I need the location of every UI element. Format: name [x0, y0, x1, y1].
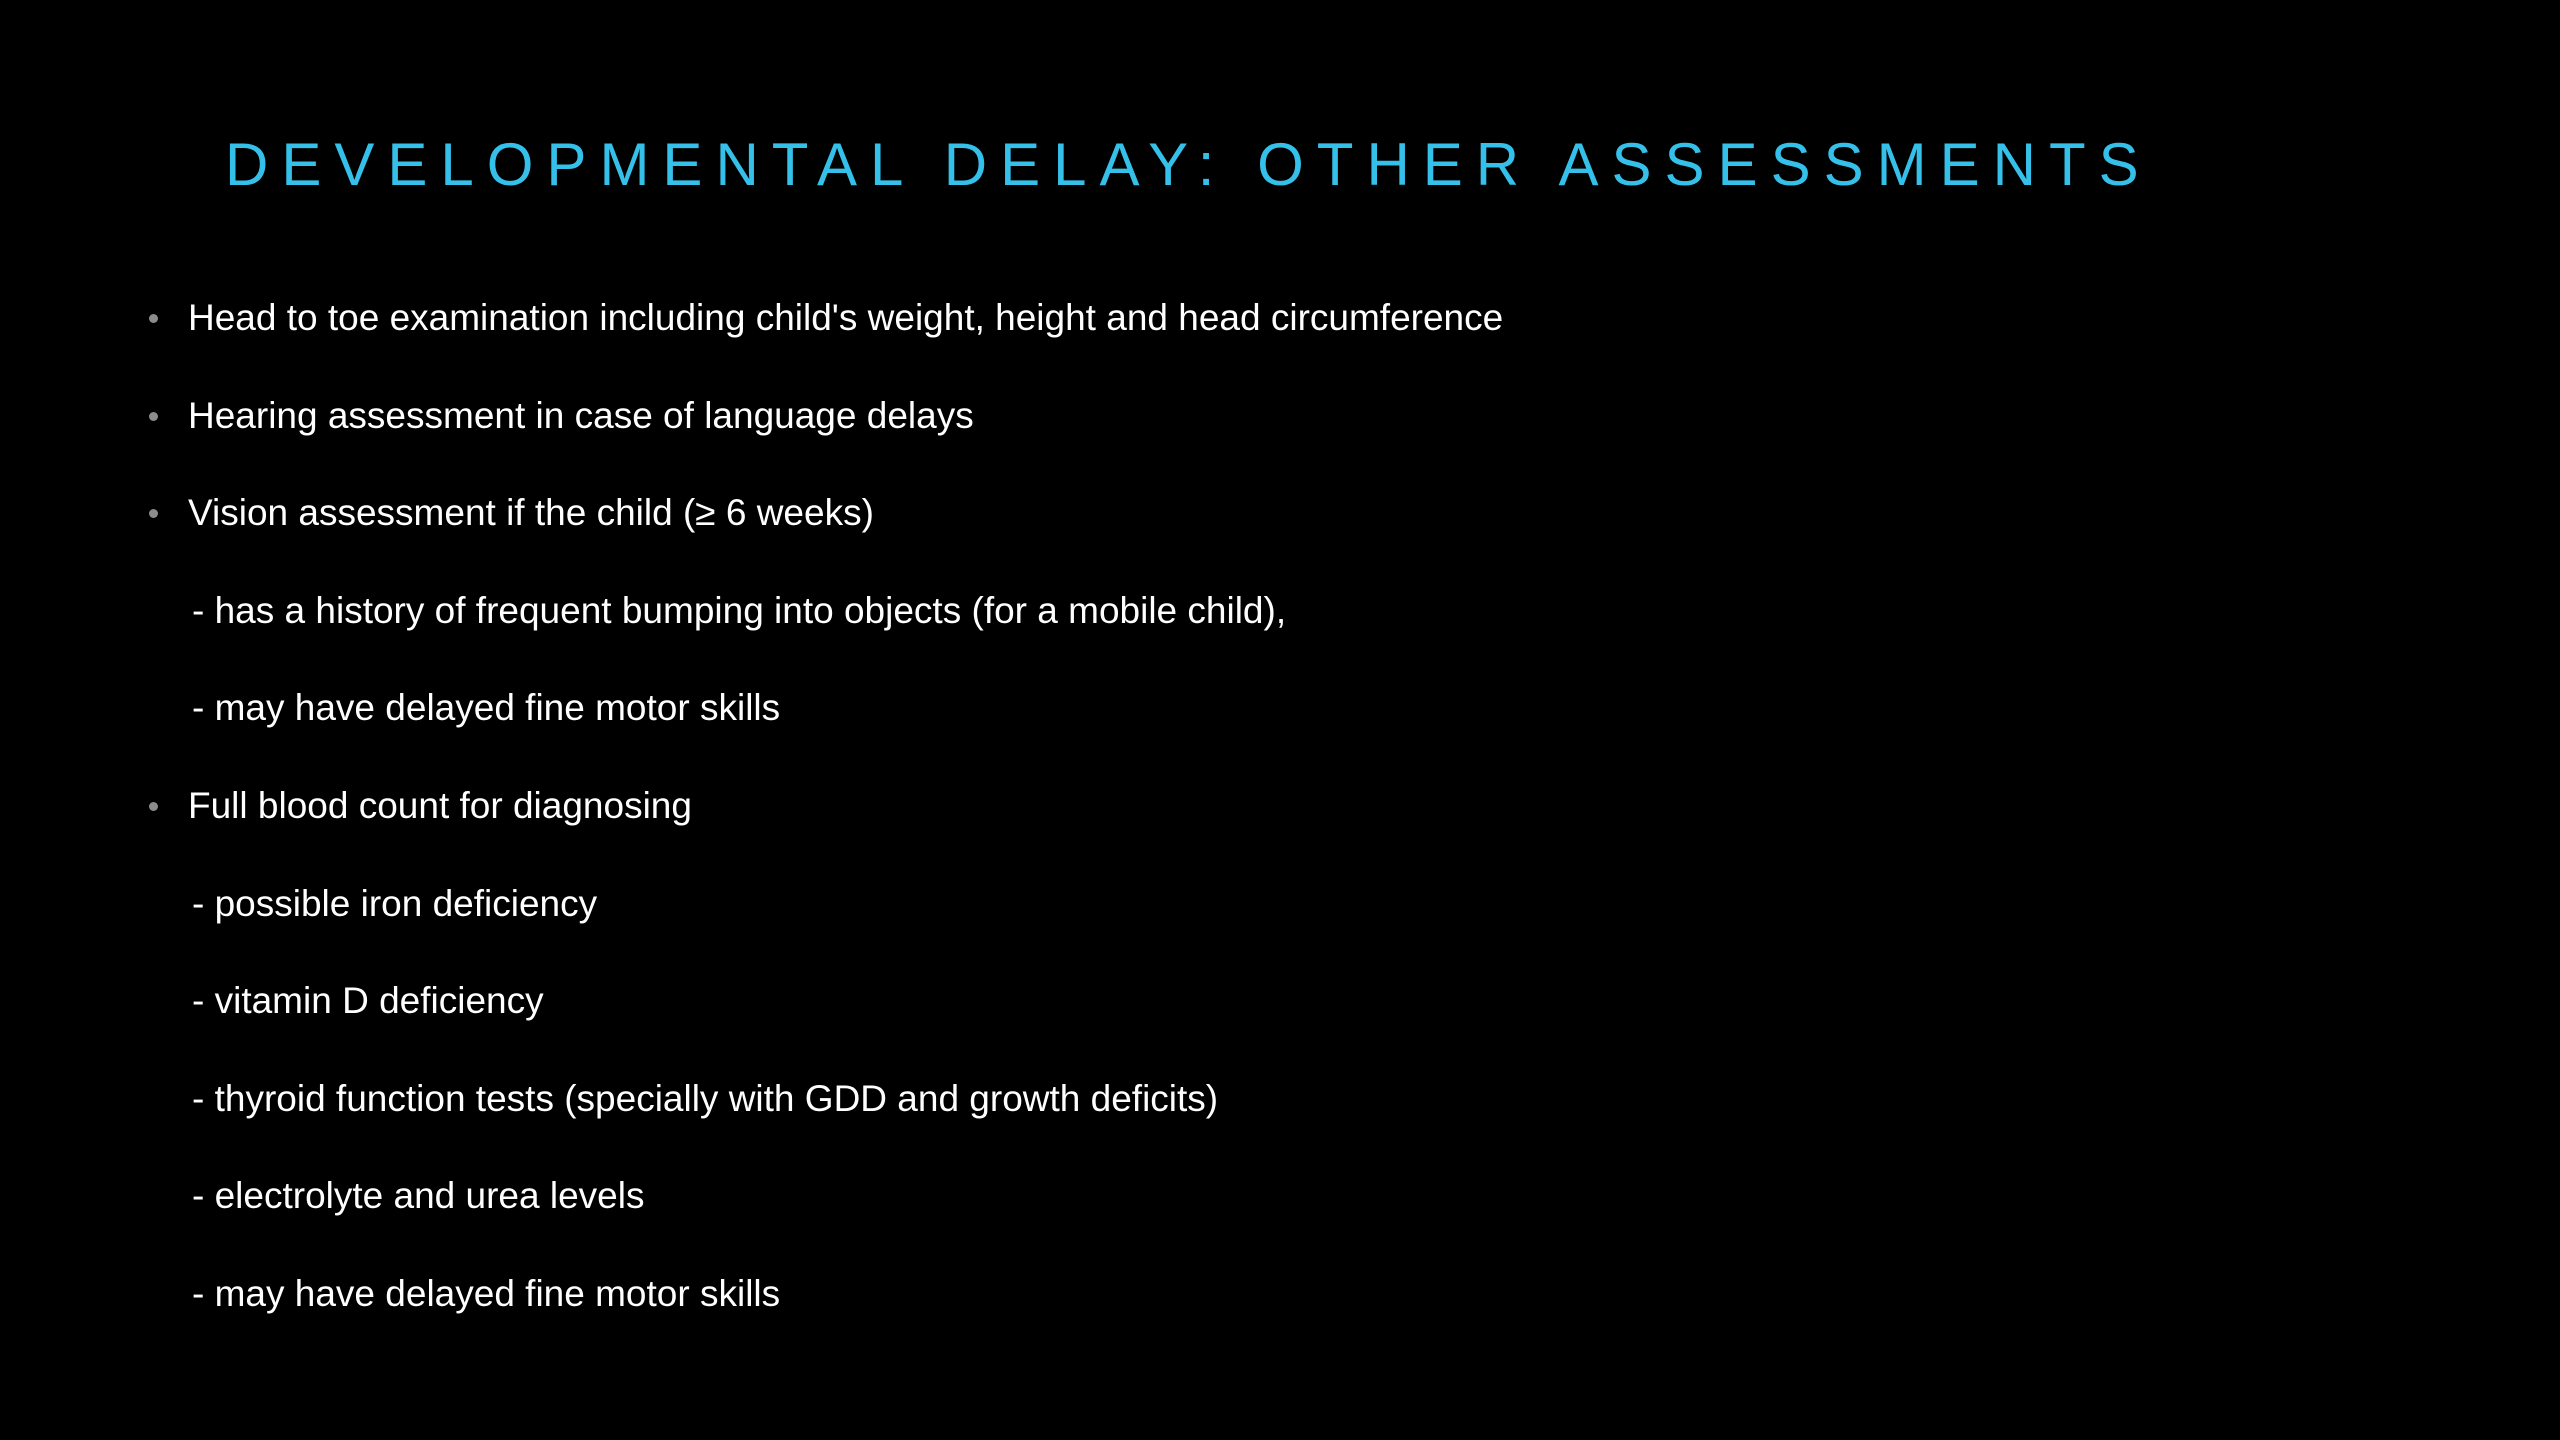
bullet-item	[145, 269, 2445, 367]
sub-item	[145, 855, 2445, 953]
bullet-item	[145, 464, 2445, 562]
sub-item-text: - electrolyte and urea levels	[192, 1175, 645, 1217]
sub-item	[145, 562, 2445, 660]
bullet-dot-icon	[145, 269, 188, 367]
bullet-text: Full blood count for diagnosing	[188, 784, 692, 826]
bullet-text: Head to toe examination including child's weight, height and head circumference	[188, 297, 1504, 338]
bullet-item	[145, 367, 2445, 465]
sub-item-text: - possible iron deficiency	[192, 882, 598, 924]
sub-item	[145, 952, 2445, 1050]
sub-item-text: - has a history of frequent bumping into objects (for a mobile child),	[192, 589, 1287, 631]
bullet-dot-icon	[145, 464, 188, 562]
sub-item-text: - may have delayed fine motor skills	[192, 687, 781, 729]
sub-item-text: - thyroid function tests (specially with GDD and growth deficits)	[192, 1077, 1219, 1119]
sub-item	[145, 659, 2445, 757]
bullet-dot-icon	[145, 367, 188, 465]
bullet-text: Hearing assessment in case of language delays	[188, 394, 974, 436]
bullet-item	[145, 757, 2445, 855]
sub-item	[145, 1050, 2445, 1148]
bullet-dot-icon	[145, 757, 188, 855]
bullet-text: Vision assessment if the child (≥ 6 weeks)	[188, 492, 874, 534]
sub-item-text: - vitamin D deficiency	[192, 980, 544, 1022]
slide-title: DEVELOPMENTAL DELAY: OTHER ASSESSMENTS	[225, 131, 2152, 198]
sub-item	[145, 1147, 2445, 1245]
slide-content	[145, 269, 2445, 1343]
sub-item	[145, 1245, 2445, 1343]
sub-item-text: - may have delayed fine motor skills	[192, 1272, 781, 1314]
